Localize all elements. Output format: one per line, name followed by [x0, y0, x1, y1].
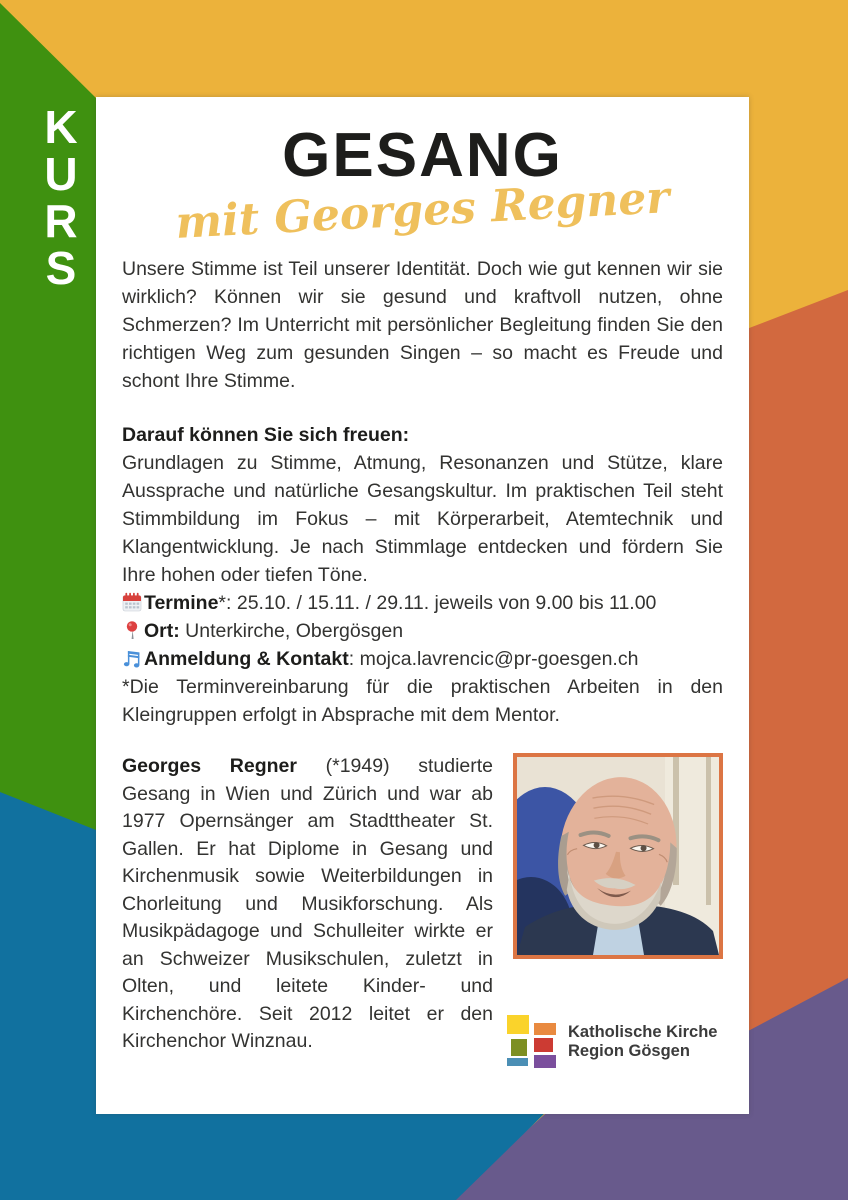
- kurs-letter: U: [44, 148, 78, 200]
- page-title: GESANG: [282, 121, 563, 190]
- detail-row-anmeldung: [122, 645, 723, 673]
- content-card: [96, 97, 749, 1114]
- portrait-illustration: [517, 757, 719, 955]
- org-name-line1: Katholische Kirche: [568, 1022, 718, 1041]
- detail-label: Ort:: [144, 620, 180, 642]
- music-icon: [122, 648, 142, 668]
- calendar-icon: [122, 592, 142, 612]
- detail-separator: :: [226, 592, 237, 614]
- kurs-badge: [26, 101, 96, 294]
- detail-value: Unterkirche, Obergösgen: [185, 620, 404, 642]
- footnote: *Die Terminvereinbarung für die praktischen Arbeiten in den Kleingruppen erfolgt in Absprache mit dem Mentor.: [122, 676, 723, 726]
- kurs-letter: R: [44, 195, 78, 247]
- kurs-letter: S: [45, 242, 77, 294]
- detail-row-termine: [122, 589, 723, 617]
- right-column: [513, 753, 723, 1069]
- org-logo: [507, 1015, 737, 1069]
- detail-value: mojca.lavrencic@pr-goesgen.ch: [359, 648, 639, 670]
- detail-row-ort: [122, 617, 723, 645]
- detail-suffix: *: [218, 592, 227, 614]
- org-logo-text: [568, 1023, 717, 1062]
- detail-separator: :: [348, 648, 360, 670]
- detail-value: 25.10. / 15.11. / 29.11. jeweils von 9.00 bis 11.00: [236, 592, 657, 614]
- section-heading: Darauf können Sie sich freuen:: [122, 424, 410, 446]
- pin-icon: [122, 620, 142, 640]
- bio-name: Georges Regner: [122, 755, 297, 777]
- portrait-photo: [513, 753, 723, 959]
- bio-section: [122, 753, 723, 1069]
- section-body: Grundlagen zu Stimme, Atmung, Resonanzen und Stütze, klare Aussprache und natürliche Gesangskultur. Im praktischen Teil steht Stimmbildung im Fokus – mit Körperarbeit, Atemtechnik und Klangentwicklung. Je nach Stimmlage entdecken und fördern Sie Ihre hohen oder tiefen Töne.: [122, 452, 723, 586]
- intro-paragraph: Unsere Stimme ist Teil unserer Identität. Doch wie gut kennen wir sie wirklich? Können wir sie gesund und kraftvoll nutzen, ohne Schmerzen? Im Unterricht mit persönlicher Begleitung finden Sie den richtigen Weg zum gesunden Singen – so macht es Freude und schont Ihre Stimme.: [122, 258, 723, 392]
- bio-rest: (*1949) studierte Gesang in Wien und Zürich und war ab 1977 Opernsänger am Stadttheater St. Gallen. Er hat Diplome in Gesang und Kirchenmusik sowie Weiterbildungen in Chorleitung und Musikforschung. Als Musikpädagoge und Schulleiter wirkte er an Schweizer Musikschulen, zuletzt in Olten, und leitete Kinder- und Kirchenchöre. Seit 2012 leitet er den Kirchenchor Winznau.: [122, 755, 494, 1052]
- org-name-line2: Region Gösgen: [568, 1042, 690, 1060]
- detail-label: Termine: [144, 592, 219, 614]
- detail-label: Anmeldung & Kontakt: [144, 648, 349, 670]
- bio-paragraph: [122, 753, 493, 1069]
- kurs-letter: K: [44, 101, 78, 153]
- org-logo-mark-icon: [507, 1015, 557, 1069]
- page-subtitle: mit Georges Regner: [174, 172, 671, 249]
